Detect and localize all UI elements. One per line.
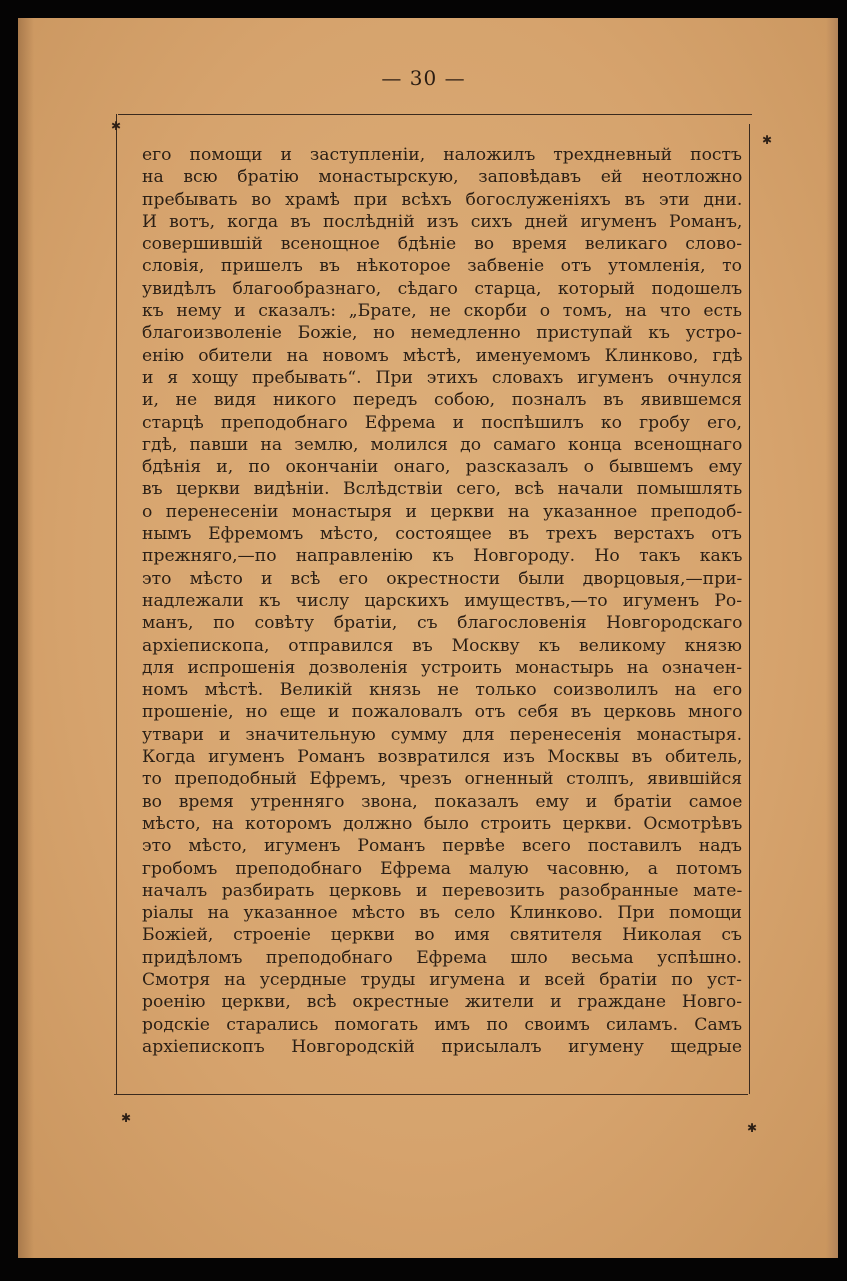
text-line: мѣсто, на которомъ должно было строить церкви. Осмотрѣвъ — [142, 813, 742, 834]
text-line: это мѣсто, игуменъ Романъ первѣе всего поставилъ надъ — [142, 836, 742, 857]
text-line: архіепископа, отправился въ Москву къ великому князю — [142, 635, 742, 656]
text-line: Божіей, строеніе церкви во имя святителя Николая съ — [142, 925, 742, 946]
text-line: на всю братію монастырскую, заповѣдавъ ей неотложно — [142, 167, 742, 188]
text-line: гробомъ преподобнаго Ефрема малую часовню, а потомъ — [142, 858, 742, 879]
corner-ornament-bottom-left: ✱ — [121, 1111, 132, 1125]
text-line: благоизволеніе Божіе, но немедленно приступай къ устро- — [142, 323, 742, 344]
text-line: роенію церкви, всѣ окрестные жители и граждане Новго- — [142, 992, 742, 1013]
text-line: архіепископъ Новгородскій присылалъ игумену щедрые — [142, 1036, 742, 1057]
corner-ornament-top-right: ✱ — [762, 133, 773, 147]
corner-ornament-bottom-right: ✱ — [747, 1121, 758, 1135]
text-line: его помощи и заступленіи, наложилъ трехдневный постъ — [142, 145, 742, 165]
text-line: къ нему и сказалъ: „Брате, не скорби о томъ, на что есть — [142, 301, 742, 322]
text-line: пребывать во храмѣ при всѣхъ богослуженіяхъ въ эти дни. — [142, 189, 742, 210]
text-line: въ церкви видѣніи. Вслѣдствіи сего, всѣ начали помышлять — [142, 479, 742, 500]
corner-ornament-top-left: ✱ — [111, 119, 122, 133]
text-line: прежняго,—по направленію къ Новгороду. Но такъ какъ — [142, 546, 742, 567]
text-line: совершившій всенощное бдѣніе во время великаго слово- — [142, 234, 742, 255]
text-line: увидѣлъ благообразнаго, сѣдаго старца, который подошелъ — [142, 278, 742, 299]
text-line: прошеніе, но еще и пожаловалъ отъ себя въ церковь много — [142, 702, 742, 723]
text-line: родскіе старались помогать имъ по своимъ силамъ. Самъ — [142, 1014, 742, 1035]
text-line: для испрошенія дозволенія устроить монастырь на означен- — [142, 657, 742, 678]
frame-left-rule — [116, 114, 117, 1094]
text-line: Когда игуменъ Романъ возвратился изъ Москвы въ обитель, — [142, 747, 742, 768]
text-line: то преподобный Ефремъ, чрезъ огненный столпъ, явившійся — [142, 769, 742, 790]
text-line: И вотъ, когда въ послѣдній изъ сихъ дней игуменъ Романъ, — [142, 211, 742, 232]
text-line: номъ мѣстѣ. Великій князь не только соизволилъ на его — [142, 680, 742, 701]
page-edge-shadow — [826, 18, 838, 1258]
body-text — [142, 144, 742, 1058]
text-line: бдѣнія и, по окончаніи онаго, разсказалъ о бывшемъ ему — [142, 457, 742, 478]
text-line: и я хощу пребывать“. При этихъ словахъ игуменъ очнулся — [142, 367, 742, 388]
text-line: утвари и значительную сумму для перенесенія монастыря. — [142, 724, 742, 745]
text-line: во время утренняго звона, показалъ ему и братіи самое — [142, 791, 742, 812]
text-line: придѣломъ преподобнаго Ефрема шло весьма успѣшно. — [142, 947, 742, 968]
text-line: манъ, по совѣту братіи, съ благословенія Новгородскаго — [142, 613, 742, 634]
text-line: надлежали къ числу царскихъ имуществъ,—то игуменъ Ро- — [142, 590, 742, 611]
text-line: нымъ Ефремомъ мѣсто, состоящее въ трехъ верстахъ отъ — [142, 524, 742, 545]
text-line: началъ разбирать церковь и перевозить разобранные мате- — [142, 880, 742, 901]
frame-right-rule — [749, 124, 750, 1094]
text-line: это мѣсто и всѣ его окрестности были дворцовыя,—при- — [142, 568, 742, 589]
text-line: и, не видя никого передъ собою, позналъ въ явившемся — [142, 390, 742, 411]
page-binding-shadow — [18, 18, 34, 1258]
text-line: гдѣ, павши на землю, молился до самаго конца всенощнаго — [142, 434, 742, 455]
text-line: старцѣ преподобнаго Ефрема и поспѣшилъ ко гробу его, — [142, 412, 742, 433]
text-line: словія, пришелъ въ нѣкоторое забвеніе отъ утомленія, то — [142, 256, 742, 277]
text-line: енію обители на новомъ мѣстѣ, именуемомъ Клинково, гдѣ — [142, 345, 742, 366]
text-line: Смотря на усердные труды игумена и всей братіи по уст- — [142, 969, 742, 990]
page-number: — 30 — — [381, 66, 466, 90]
text-line: ріалы на указанное мѣсто въ село Клинково. При помощи — [142, 903, 742, 924]
text-line: о перенесеніи монастыря и церкви на указанное преподоб- — [142, 501, 742, 522]
frame-top-rule — [118, 114, 752, 115]
frame-bottom-rule — [114, 1094, 748, 1095]
